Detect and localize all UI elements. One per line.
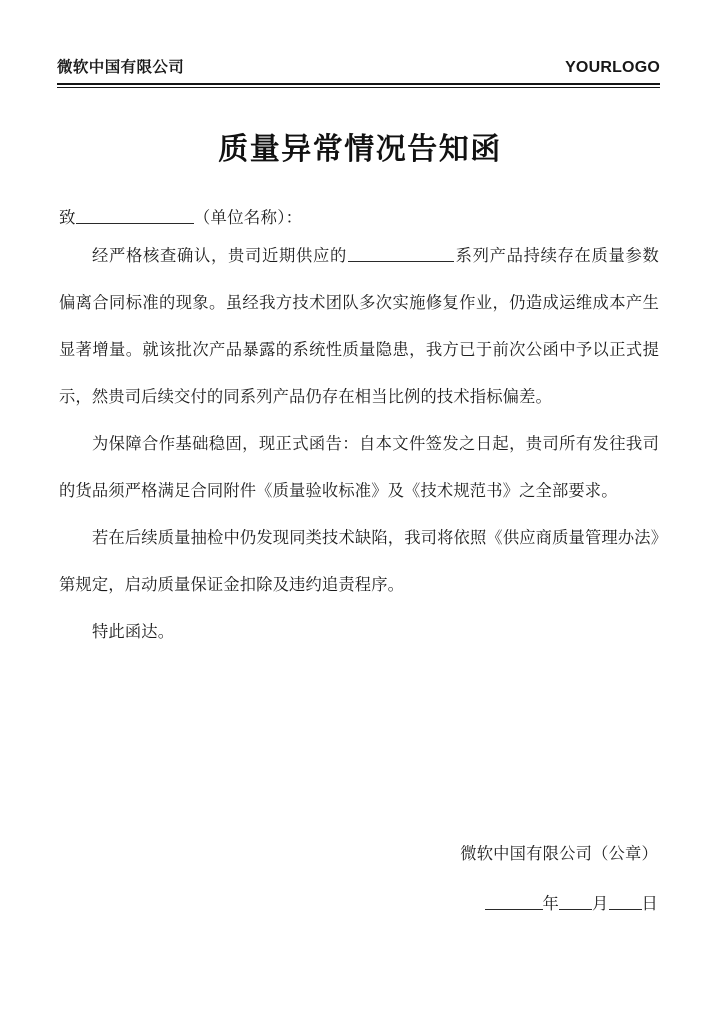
- letterhead: [57, 55, 660, 88]
- letterhead-double-rule: [57, 83, 660, 88]
- salutation-prefix: 致: [59, 209, 76, 227]
- date-day-label: 日: [641, 895, 658, 913]
- product-series-blank[interactable]: [348, 247, 454, 262]
- page-title: 质量异常情况告知函: [218, 133, 502, 166]
- paragraph-issue-text-before: 经严格核查确认，贵司近期供应的: [92, 247, 347, 265]
- letterhead-row: [57, 55, 660, 77]
- date-month-label: 月: [592, 895, 609, 913]
- salutation-line: [59, 203, 659, 233]
- signature-company-seal: 微软中国有限公司（公章）: [460, 845, 658, 863]
- paragraph-issue: [59, 233, 659, 421]
- letterhead-logo: YOURLOGO: [565, 59, 660, 76]
- date-year-label: 年: [542, 895, 560, 913]
- recipient-name-blank[interactable]: [76, 208, 194, 224]
- date-month-blank[interactable]: [559, 895, 592, 910]
- letterhead-company-name: 微软中国有限公司: [57, 59, 185, 76]
- paragraph-closing: 特此函达。: [92, 623, 175, 641]
- salutation-suffix: （单位名称）：: [193, 209, 303, 227]
- letter-body: [59, 203, 659, 656]
- date-day-blank[interactable]: [609, 895, 642, 910]
- signature-date-line: [460, 890, 658, 914]
- paragraph-requirement: 为保障合作基础稳固，现正式函告：自本文件签发之日起，贵司所有发往我司的货品须严格满足合同附件《质量验收标准》及《技术规范书》之全部要求。: [59, 435, 659, 500]
- signature-block: [460, 840, 658, 914]
- paragraph-issue-text-after: 系列产品持续存在质量参数偏离合同标准的现象。虽经我方技术团队多次实施修复作业，仍造成运维成本产生显著增量。就该批次产品暴露的系统性质量隐患，我方已于前次公函中予以正式提示，然贵司后续交付的同系列产品仍存在相当比例的技术指标偏差。: [59, 247, 659, 406]
- date-year-blank[interactable]: [485, 895, 543, 910]
- paragraph-penalty: 若在后续质量抽检中仍发现同类技术缺陷，我司将依照《供应商质量管理办法》第规定，启动质量保证金扣除及违约追责程序。: [59, 529, 659, 594]
